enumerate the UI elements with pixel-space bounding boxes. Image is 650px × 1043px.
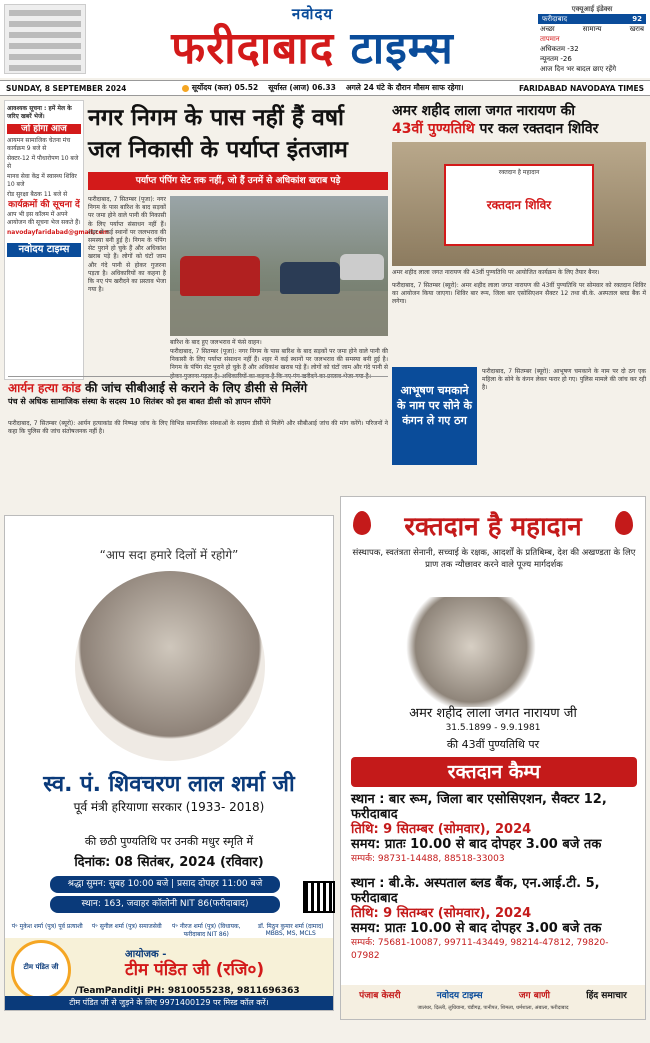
organizer-phone: /TeamPanditJi PH: 9810055238, 9811696363	[75, 986, 300, 996]
sidebar-item: रोड सुरक्षा बैठक 11 बजे से	[7, 191, 68, 198]
aryan-headline-red: आर्यन हत्या कांड	[8, 381, 81, 395]
lead-subheadline: पर्याप्त पंपिंग सेट तक नहीं, जो हैं उनमें से अधिकांश खराब पड़े	[88, 172, 388, 190]
title-times: टाइम्स	[350, 23, 454, 74]
legend-good: अच्छा	[540, 25, 555, 33]
temp-max: अधिकतम -32	[540, 45, 579, 53]
camp-heading: रक्तदान कैम्प	[351, 757, 637, 787]
sun-times	[182, 83, 464, 93]
shivir-banner	[444, 164, 594, 246]
camp-title: रक्तदान है महादान	[404, 512, 582, 542]
memorial-quote: “आप सदा हमारे दिलों में रहोगे”	[99, 548, 239, 562]
sidebar-item: मानव सेवा केंद्र में स्वास्थ्य शिविर 10 बजे	[7, 173, 77, 188]
lead-headline	[88, 102, 388, 166]
sidebar-email[interactable]: navodayfaridabad@gmail.com	[7, 229, 109, 236]
shivir-headline-red: 43वीं पुण्यतिथि	[392, 121, 475, 137]
aryan-headline	[8, 379, 388, 396]
sidebar-item: आयमन सामाजिक चेतना मंच कार्यक्रम 9 बजे से	[7, 137, 71, 152]
shivir-headline	[392, 102, 646, 138]
org-punjab-kesari: पंजाब केसरी	[359, 991, 401, 1001]
kangan-body: फरीदाबाद, 7 सितम्बर (ब्यूरो): आभूषण चमकाने के नाम पर दो ठग एक महिला के सोने के कंगन लेकर फरार हो गए। पुलिस मामले की जांच कर रही है।	[482, 368, 646, 392]
org-hind-samachar: हिंद समाचार	[586, 991, 627, 1001]
title-faridabad: फरीदाबाद	[171, 23, 335, 74]
camp-dates: 31.5.1899 - 9.9.1981	[445, 723, 541, 733]
memorial-ad	[4, 515, 334, 1011]
aqi-title: एक्यूआई इंडेक्स	[571, 5, 613, 13]
aqi-legend	[538, 24, 646, 34]
family-member: पं॰ मुकेश शर्मा (पुत्र) पूर्व प्रत्याशी	[11, 923, 83, 930]
shivir-photo	[392, 142, 646, 266]
camp-organizers	[341, 985, 645, 1019]
camp-location-1	[351, 793, 637, 866]
forecast: अगले 24 घंटे के दौरान मौसम साफ रहेगा।	[345, 83, 464, 92]
memorial-date: दिनांक: 08 सितंबर, 2024 (रविवार)	[74, 855, 264, 870]
memorial-venue: स्थान: 163, जवाहर कॉलोनी NIT 86(फरीदाबाद)	[50, 896, 280, 913]
family-member: पं॰ नीरज शर्मा (पुत्र) (विधायक, फरीदाबाद NIT 86)	[172, 923, 241, 938]
sidebar-call-text: आप भी इस कॉलम में अपने आयोजन की सूचना भेज सकते हैं।	[7, 211, 81, 226]
sidebar-logo: नवोदय टाइम्स	[7, 243, 81, 257]
dateline	[0, 80, 650, 96]
camp-place-2: स्थान : बी.के. अस्पताल ब्लड बैंक, एन.आई.टी. 5, फरीदाबाद	[351, 876, 600, 906]
sidebar-call-title: कार्यक्रमों की सूचना दें	[8, 200, 80, 210]
sun-icon	[182, 85, 189, 92]
legend-normal: सामान्य	[582, 25, 602, 33]
sunrise-time: 05.52	[234, 83, 259, 92]
divider	[8, 376, 388, 377]
sidebar-item: सेक्टर-12 में पौधारोपण 10 बजे से	[7, 155, 79, 170]
temp-row	[538, 34, 646, 44]
edition-label: नवोदय	[291, 5, 334, 23]
memorial-footer	[5, 938, 333, 1010]
camp-person: अमर शहीद लाला जगत नारायण जी	[409, 706, 577, 721]
org-cities: जालंधर, दिल्ली, लुधियाना, चंडीगढ़, पानीपत, शिमला, धर्मशाला, अंबाला, फरीदाबाद	[417, 1005, 569, 1011]
legend-bad: खराब	[629, 25, 644, 33]
lead-headline-line1: नगर निगम के पास नहीं हैं वर्षा	[88, 105, 345, 131]
sidebar	[4, 100, 109, 380]
weather-note: आज दिन भर बादल छाए रहेंगे	[540, 65, 617, 73]
sunset-label: सूर्यास्त (आज)	[268, 83, 310, 92]
qr-code-icon	[303, 881, 335, 913]
lead-body-col2: फरीदाबाद, 7 सितम्बर (पूजा): नगर निगम के पास बारिश के बाद सड़कों पर जमा होने वाले पानी की निकासी के लिए पर्याप्त संसाधन नहीं हैं। शहर में कई स्थानों पर जलभराव की समस्या बनी हुई है। निगम के पंपिंग सेट पुराने हो चुके हैं और अधिकांश खराब पड़े हैं। लोगों को घंटों जाम और गंदे पानी से	[170, 348, 388, 372]
camp-time-1: समय: प्रातः 10.00 से बाद दोपहर 3.00 बजे तक	[351, 837, 602, 852]
aryan-headline-rest: की जांच सीबीआई से कराने के लिए डीसी से मिलेंगे	[80, 381, 308, 395]
aryan-bullet: पंच से अधिक सामाजिक संस्था के सदस्य 10 सितंबर को इस बाबत डीसी को ज्ञापन सौंपेंगे	[8, 397, 271, 406]
camp-date-1: तिथि: 9 सितम्बर (सोमवार), 2024	[351, 822, 532, 837]
join-line: टीम पंडित जी से जुड़ने के लिए 9971400129 पर मिस्ड कॉल करें।	[5, 996, 333, 1010]
banner-sub: रक्तदान है महादान	[498, 169, 540, 176]
banner-title: रक्तदान शिविर	[486, 198, 552, 212]
weather-box	[538, 4, 646, 74]
organizer-label: आयोजक -	[125, 949, 167, 960]
family-member: पं॰ सुनील शर्मा (पुत्र) समाजसेवी	[91, 923, 162, 930]
memorial-line: की छठी पुण्यतिथि पर उनकी मधुर स्मृति में	[84, 835, 254, 848]
lead-photo	[170, 196, 388, 336]
memorial-portrait	[75, 571, 265, 761]
camp-anniversary: की 43वीं पुण्यतिथि पर	[446, 738, 540, 751]
camp-portrait	[401, 597, 541, 707]
memorial-family	[5, 922, 333, 938]
paper-name: FARIDABAD NAVODAYA TIMES	[519, 83, 644, 93]
lead-body-col1: फरीदाबाद, 7 सितम्बर (पूजा): नगर निगम के पास बारिश के बाद सड़कों पर जमा होने वाले पानी की निकासी के लिए पर्याप्त संसाधन नहीं हैं। शहर में कई स्थानों पर जलभराव की समस्या बनी हुई है। निगम के पंपिंग सेट पुराने हो चुके हैं और अधिकांश खराब पड़े हैं। लोगों को घंटों जाम और गंदे पानी से होकर गुजरना पड़ता है। अधिकारियों का कहना है कि नए पंप खरीदने का प्रस्ताव भेजा गया है।	[88, 196, 166, 294]
camp-contact-2: सम्पर्क: 75681-10087, 99711-43449, 98214-47812, 79820-07982	[351, 938, 609, 961]
aqi-value: 92	[632, 15, 642, 23]
memorial-name: स्व. पं. शिवचरण लाल शर्मा जी	[43, 772, 295, 797]
front-ad-panel	[4, 4, 86, 74]
org-navodaya: नवोदय टाइम्स	[436, 991, 483, 1001]
camp-location-2	[351, 877, 637, 963]
shivir-caption: अमर शहीद लाला जगत नारायण की 43वीं पुण्यतिथि पर आयोजित कार्यक्रम के लिए तैयार बैनर।	[392, 269, 600, 276]
lead-headline-line2: जल निकासी के पर्याप्त इंतजाम	[88, 137, 348, 163]
sunset-time: 06.33	[312, 83, 336, 92]
title-logo	[90, 24, 535, 74]
camp-contact-1: सम्पर्क: 98731-14488, 88518-33003	[351, 854, 505, 864]
organizer-name: टीम पंडित जी (रजि०)	[125, 960, 265, 980]
sunrise-label: सूर्योदय (कल)	[191, 83, 232, 92]
aqi-city-row	[538, 14, 646, 24]
issue-date: SUNDAY, 8 SEPTEMBER 2024	[6, 83, 127, 93]
aqi-city: फरीदाबाद	[542, 15, 568, 23]
team-logo: टीम पंडित जी	[11, 940, 71, 1000]
family-member: डॉ. मिठुन कुमार शर्मा (दामाद) MBBS, MS, MCLS	[258, 923, 324, 937]
aryan-body: फरीदाबाद, 7 सितम्बर (ब्यूरो): आर्यन हत्याकांड की निष्पक्ष जांच के लिए विभिन्न सामाजिक संस्थाओं के सदस्य डीसी से मिलेंगे और सीबीआई जांच की मांग करेंगे। परिजनों ने कहा कि पुलिस की जांच संतोषजनक नहीं है।	[8, 420, 388, 436]
sidebar-heading: जो होगा आज	[7, 124, 81, 134]
camp-time-2: समय: प्रातः 10.00 से बाद दोपहर 3.00 बजे तक	[351, 921, 602, 936]
kangan-box: आभूषण चमकाने के नाम पर सोने के कंगन ले गए ठग	[392, 367, 477, 465]
camp-sub: संस्थापक, स्वतंत्रता सेनानी, सच्चाई के रक्षक, आदर्शों के प्रतिबिम्ब, देश की अखण्डता के लिए प्राण तक न्यौछावर करने वाले पूज्य मार्गदर्शक	[352, 548, 636, 570]
shivir-headline-rest: पर कल रक्तदान शिविर	[474, 121, 599, 137]
org-jag-bani: जग बाणी	[518, 991, 551, 1001]
camp-date-2: तिथि: 9 सितम्बर (सोमवार), 2024	[351, 906, 532, 921]
newspaper-title	[90, 4, 535, 74]
memorial-post: पूर्व मंत्री हरियाणा सरकार (1933- 2018)	[73, 800, 265, 814]
sidebar-notice: आवश्यक सूचना : हमें मेल के जरिए खबरें भेजें।	[7, 105, 72, 120]
temp-min: न्यूनतम -26	[540, 55, 572, 63]
shivir-body: फरीदाबाद, 7 सितम्बर (ब्यूरो): अमर शहीद लाला जगत नारायण की 43वीं पुण्यतिथि पर सोमवार को रक्तदान शिविर का आयोजन किया जाएगा। शिविर बार रूम, जिला बार एसोसिएशन सैक्टर 12 तथा बी.के. अस्पताल ब्लड बैंक में लगेगा।	[392, 282, 646, 306]
camp-place-1: स्थान : बार रूम, जिला बार एसोसिएशन, सैक्टर 12, फरीदाबाद	[351, 792, 607, 822]
blood-camp-ad	[340, 496, 646, 1020]
temp-label: तापमान	[540, 35, 560, 43]
shivir-headline-line1: अमर शहीद लाला जगत नारायण की	[392, 103, 576, 119]
lead-caption: बारिश के बाद हुए जलभराव में फंसे वाहन।	[170, 339, 262, 346]
memorial-time: श्रद्धा सुमन: सुबह 10:00 बजे | प्रसाद दोपहर 11:00 बजे	[50, 876, 280, 893]
masthead	[0, 0, 650, 78]
